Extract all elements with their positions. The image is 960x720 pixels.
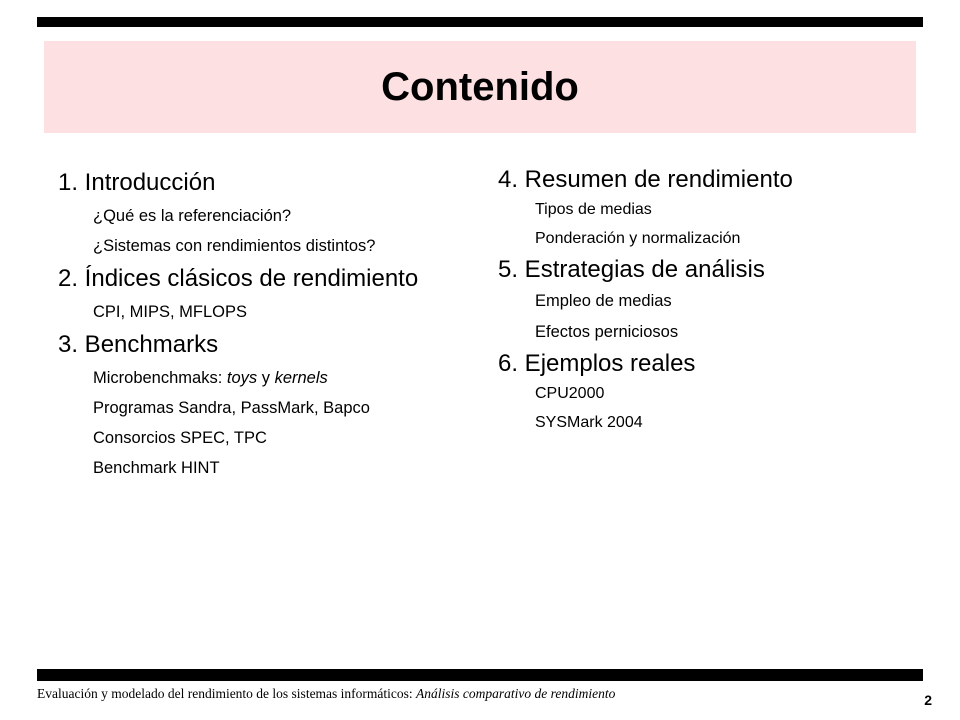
sub-list <box>498 196 918 253</box>
list-item: Consorcios SPEC, TPC <box>93 429 267 447</box>
footer <box>37 686 615 702</box>
section-heading: 3. Benchmarks <box>58 331 219 358</box>
sub-list <box>58 363 478 483</box>
top-rule <box>37 17 923 27</box>
footer-topic: Análisis comparativo de rendimiento <box>416 686 616 701</box>
bottom-rule <box>37 669 923 681</box>
footer-course: Evaluación y modelado del rendimiento de los sistemas informáticos: <box>37 686 417 701</box>
sub-list <box>58 201 478 261</box>
section-introduccion <box>58 165 478 261</box>
section-ejemplos <box>498 347 918 437</box>
list-item: Ponderación y normalización <box>535 229 741 247</box>
section-heading: 1. Introducción <box>58 169 216 196</box>
section-heading: 4. Resumen de rendimiento <box>498 166 793 193</box>
sub-list <box>58 297 478 327</box>
list-item: Programas Sandra, PassMark, Bapco <box>93 399 370 417</box>
list-item: Benchmark HINT <box>93 459 220 477</box>
section-resumen <box>498 163 918 253</box>
right-column <box>498 163 918 437</box>
list-item: ¿Qué es la referenciación? <box>93 207 292 225</box>
list-item-emphasis: kernels <box>274 369 328 387</box>
list-item: Tipos de medias <box>535 201 652 218</box>
section-estrategias <box>498 253 918 347</box>
page-number: 2 <box>924 692 932 708</box>
left-column <box>58 165 478 483</box>
list-item: Efectos perniciosos <box>535 322 679 341</box>
list-item: SYSMark 2004 <box>535 413 643 431</box>
list-item-emphasis: toys <box>226 369 258 387</box>
section-heading: 6. Ejemplos reales <box>498 350 696 377</box>
title-band <box>44 41 916 133</box>
list-item <box>58 363 478 393</box>
section-indices <box>58 261 478 327</box>
list-item-text: Microbenchmaks: <box>93 369 227 387</box>
list-item: CPI, MIPS, MFLOPS <box>93 303 248 321</box>
section-heading: 2. Índices clásicos de rendimiento <box>58 265 419 292</box>
list-item: ¿Sistemas con rendimientos distintos? <box>93 237 376 255</box>
section-benchmarks <box>58 327 478 483</box>
sub-list <box>498 380 918 437</box>
slide-title: Contenido <box>381 64 579 109</box>
sub-list <box>498 286 918 347</box>
list-item: Empleo de medias <box>535 292 672 310</box>
list-item: CPU2000 <box>535 385 605 402</box>
list-item-text: y <box>257 369 275 387</box>
section-heading: 5. Estrategias de análisis <box>498 256 765 283</box>
